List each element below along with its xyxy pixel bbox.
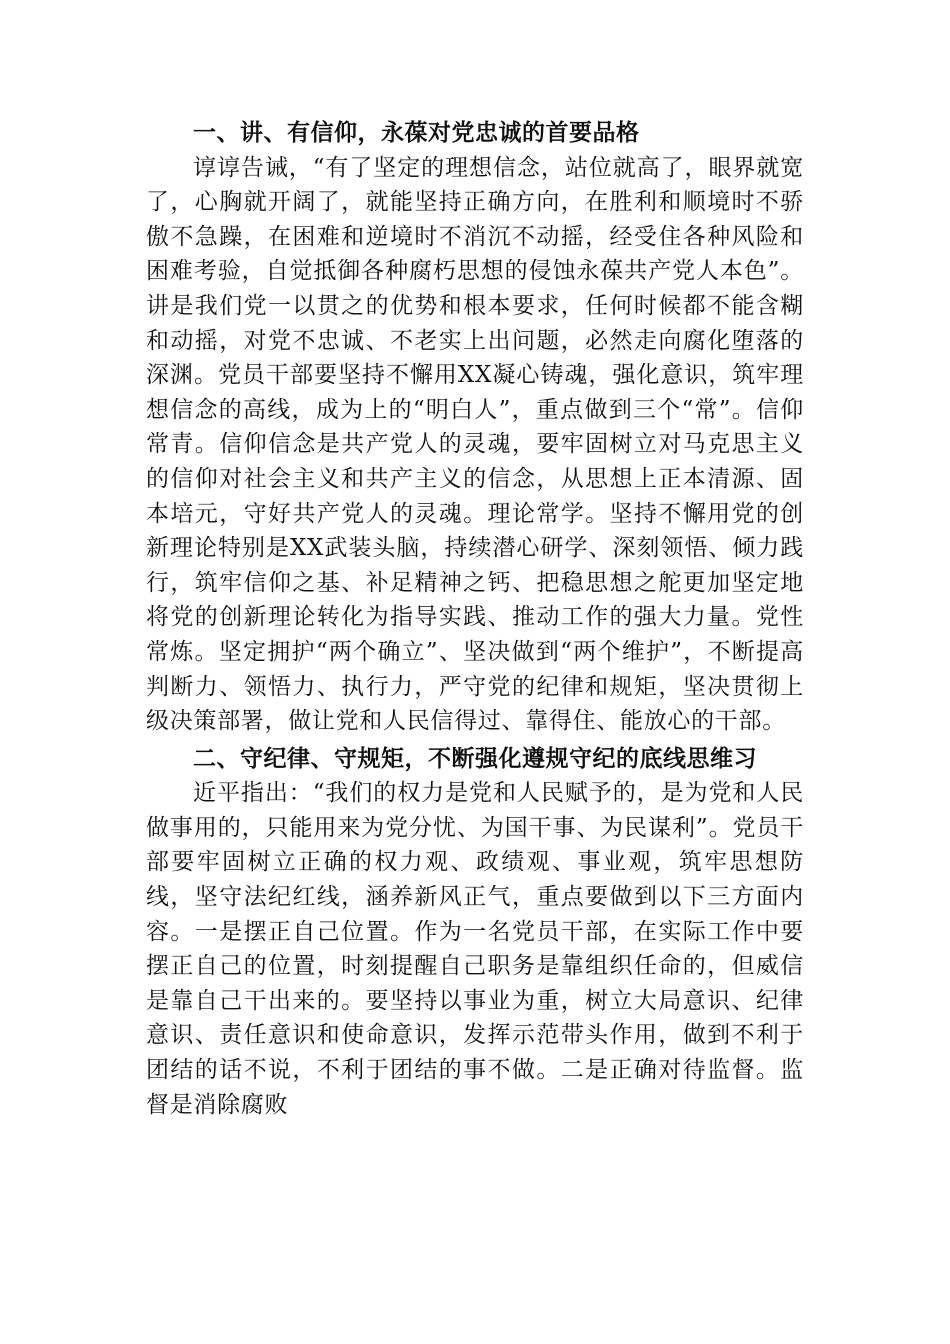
section-1-heading: 一、讲、有信仰，永葆对党忠诚的首要品格 <box>193 120 640 146</box>
section-2-heading: 二、守纪律、守规矩，不断强化遵规守纪的底线思维习 <box>193 745 757 772</box>
section-1-body: 谆谆告诫，“有了坚定的理想信念，站位就高了，眼界就宽了，心胸就开阔了，就能坚持正确方向，在胜利和顺境时不骄傲不急躁，在困难和逆境时不消沉不动摇，经受住各种风险和困难考验，自觉抵御各种腐朽思想的侵蚀永葆共产党人本色”。讲是我们党一以贯之的优势和根本要求，任何时候都不能含糊和动摇，对党不忠诚、不老实上出问题，必然走向腐化堕落的深渊。党员干部要坚持不懈用XX凝心铸魂，强化意识，筑牢理想信念的高线，成为上的“明白人”，重点做到三个“常”。信仰常青。信仰信念是共产党人的灵魂，要牢固树立对马克思主义的信仰对社会主义和共产主义的信念，从思想上正本清源、固本培元，守好共产党人的灵魂。理论常学。坚持不懈用党的创新理论特别是XX武装头脑，持续潜心研学、深刻领悟、倾力践行，筑牢信仰之基、补足精神之钙、把稳思想之舵更加坚定地将党的创新理论转化为指导实践、推动工作的强大力量。党性常炼。坚定拥护“两个确立”、坚决做到“两个维护”，不断提高判断力、领悟力、执行力，严守党的纪律和规矩，坚决贯彻上级决策部署，做让党和人民信得过、靠得住、能放心的干部。 <box>146 154 804 735</box>
document-page <box>146 116 804 1122</box>
section-2-body: 近平指出：“我们的权力是党和人民赋予的，是为党和人民做事用的，只能用来为党分忧、为国干事、为民谋利”。党员干部要牢固树立正确的权力观、政绩观、事业观，筑牢思想防线，坚守法纪红线，涵养新风正气，重点要做到以下三方面内容。一是摆正自己位置。作为一名党员干部，在实际工作中要摆正自己的位置，时刻提醒自己职务是靠组织任命的，但威信是靠自己干出来的。要坚持以事业为重，树立大局意识、纪律意识、责任意识和使命意识，发挥示范带头作用，做到不利于团结的话不说，不利于团结的事不做。二是正确对待监督。监督是消除腐败 <box>146 780 804 1118</box>
